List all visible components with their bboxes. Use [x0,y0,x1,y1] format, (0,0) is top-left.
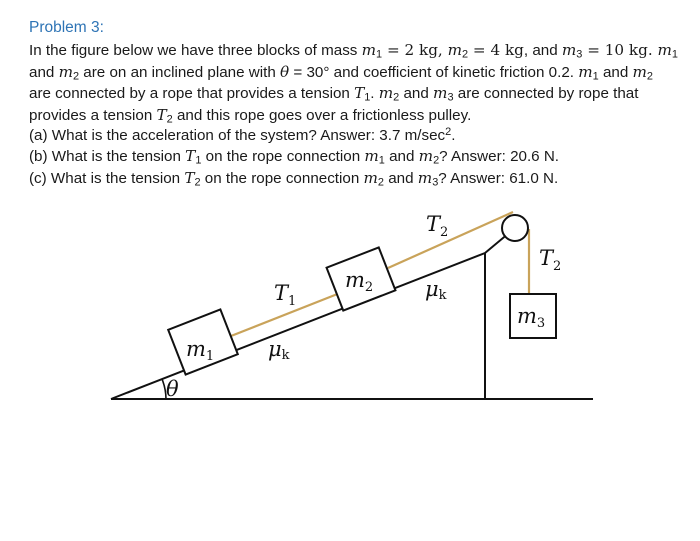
sub-3: 3 [576,49,583,62]
text-run: are connected by rope that [453,85,639,103]
text-run: , and [523,42,562,60]
m1-value: = 2 kg, [382,41,448,60]
sup-2: 2 [445,126,452,139]
text-run: and [384,169,418,187]
label-m2: m2 [345,268,374,295]
math-m2: m [363,168,378,187]
math-T2: T [156,105,167,124]
sub-1: 1 [364,91,371,104]
sub-1: 1 [592,70,599,83]
math-m3: m [561,41,577,60]
math-m2: m [632,62,647,81]
math-m3: m [417,168,433,187]
label-mu-k-1: μk [268,337,290,363]
sub-1: 1 [376,49,383,62]
text-run: and this rope goes over a frictionless pulley. [172,106,472,124]
label-theta: θ [166,377,179,401]
m2-value: = 4 kg [468,41,524,60]
sub-1: 1 [195,155,202,168]
text-run: (c) What is the tension [29,169,185,187]
sub-2: 2 [433,155,440,168]
text-run: ? Answer: 61.0 N. [438,169,559,187]
text-run: are connected by a rope that provides a tension [29,85,355,103]
sub-2: 2 [166,113,173,126]
text-run: on the rope connection [201,148,365,166]
math-m2: m [447,41,462,60]
label-T2-incline: $T_2$ [426,212,449,240]
math-theta: θ [280,62,290,81]
math-m1: m [364,147,379,166]
text-run: In the figure below we have three blocks of mass [29,42,362,60]
sub-2: 2 [393,91,400,104]
math-m2: m [378,84,394,103]
pulley-icon [502,215,528,241]
math-m2: m [418,147,434,166]
sub-2: 2 [377,176,385,189]
math-T1: T [185,147,196,166]
math-m2: m [58,62,73,81]
text-run: are on an inclined plane with [79,63,281,81]
label-T2-hanging: $T_2$ [539,246,562,274]
sub-1: 1 [671,49,678,62]
text-run: . [370,85,379,103]
sub-3: 3 [447,91,454,104]
m3-value: = 10 kg. [582,41,658,60]
sub-2: 2 [194,176,201,189]
sub-3: 3 [432,176,439,189]
problem-title: Problem 3: [29,19,104,36]
text-run: = 30° and coefficient of kinetic friction 0.2. [289,63,579,81]
rope-T2-incline [388,212,513,268]
label-m3: m3 [517,304,546,331]
math-m1: m [361,41,377,60]
text-run: ? Answer: 20.6 N. [439,148,560,166]
text-run: (b) What is the tension [29,148,186,166]
text-run: and [384,148,419,166]
math-T2: T [184,168,195,187]
text-run: . [451,127,456,145]
label-m1: m1 [186,337,215,364]
text-run: on the rope connection [200,169,364,187]
math-m1: m [657,41,672,60]
label-T1: $T_1$ [274,281,297,309]
math-m1: m [578,62,593,81]
sub-1: 1 [378,155,385,168]
sub-2: 2 [461,49,469,62]
text-run: and [598,63,633,81]
text-run: (a) What is the acceleration of the system? Answer: 3.7 m/sec [29,127,446,145]
sub-2: 2 [646,70,653,83]
text-run: provides a tension [29,106,157,124]
math-T1: T [354,84,365,103]
label-mu-k-2: μk [425,277,447,303]
text-run: and [29,63,59,81]
math-m3: m [433,84,448,103]
text-run: and [399,85,434,103]
sub-2: 2 [72,70,80,83]
